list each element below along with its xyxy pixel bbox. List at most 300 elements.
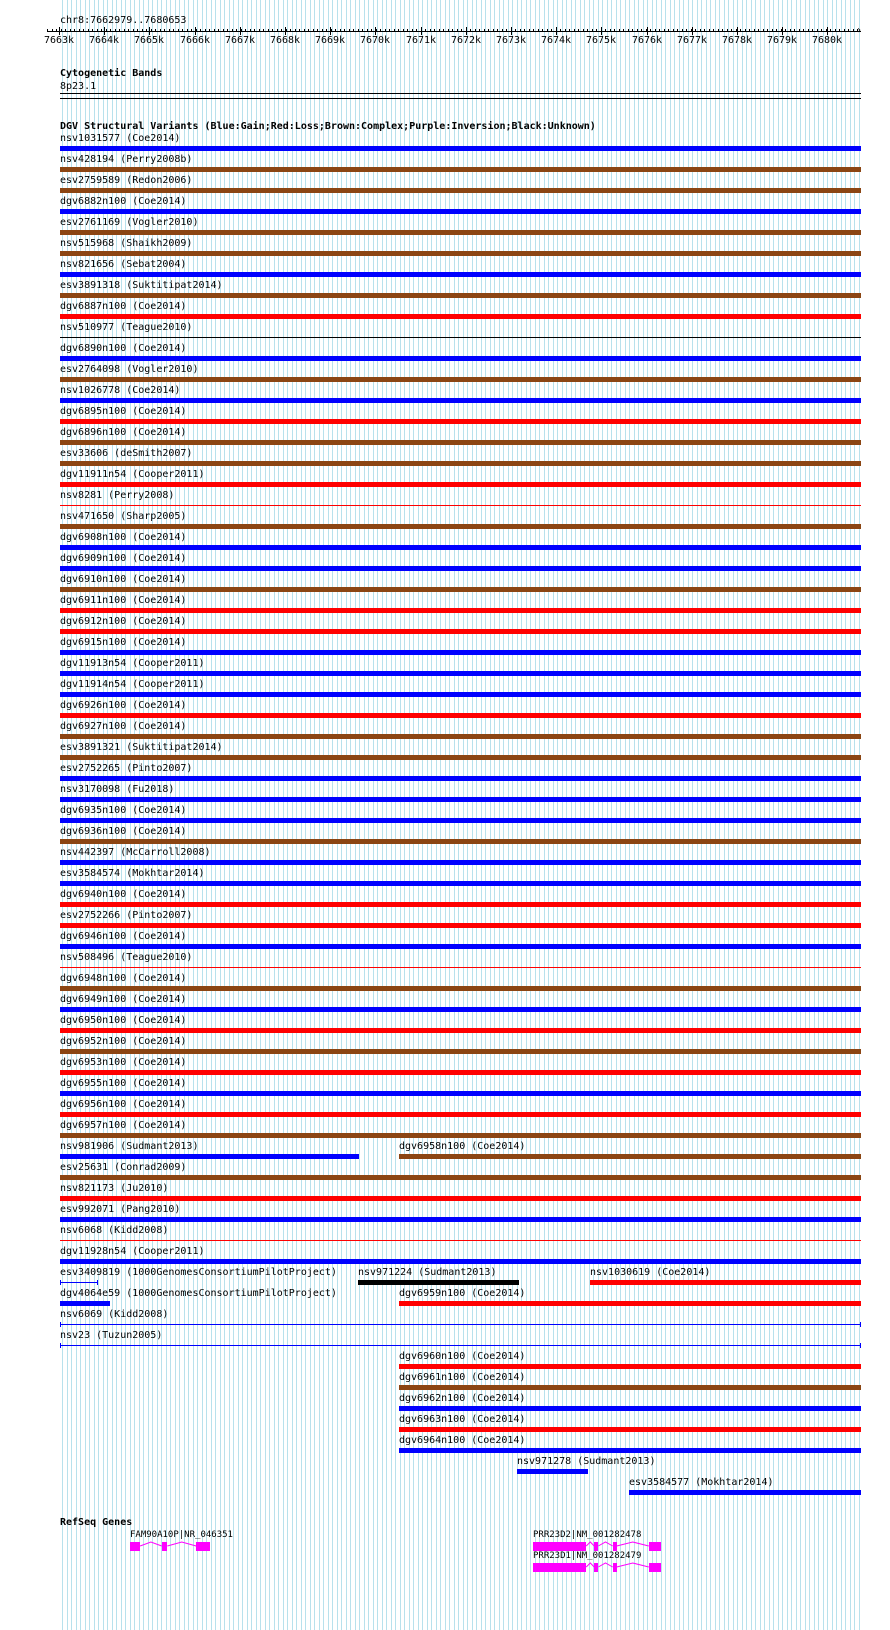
variant-label[interactable]: dgv11928n54 (Cooper2011) bbox=[60, 1246, 205, 1257]
variant-label[interactable]: dgv6915n100 (Coe2014) bbox=[60, 637, 187, 648]
variant-label[interactable]: nsv981906 (Sudmant2013) bbox=[60, 1141, 199, 1152]
ruler-minor-tick bbox=[758, 29, 759, 32]
variant-label[interactable]: esv33606 (deSmith2007) bbox=[60, 448, 193, 459]
ruler-minor-tick bbox=[416, 29, 417, 32]
variant-bar[interactable] bbox=[60, 356, 861, 361]
cytogenetic-band-label: 8p23.1 bbox=[60, 81, 97, 92]
ruler-minor-tick bbox=[412, 29, 413, 32]
variant-bar[interactable] bbox=[60, 398, 861, 403]
variant-label[interactable]: dgv6882n100 (Coe2014) bbox=[60, 196, 187, 207]
variant-label[interactable]: dgv6963n100 (Coe2014) bbox=[399, 1414, 526, 1425]
variant-bar[interactable] bbox=[60, 1091, 861, 1096]
variant-label[interactable]: nsv6068 (Kidd2008) bbox=[60, 1225, 169, 1236]
ruler-minor-tick bbox=[434, 29, 435, 32]
intron-line bbox=[598, 1542, 612, 1546]
ruler-minor-tick bbox=[695, 29, 696, 32]
gene-exon[interactable] bbox=[594, 1542, 598, 1551]
variant-label[interactable]: dgv6910n100 (Coe2014) bbox=[60, 574, 187, 585]
ruler-minor-tick bbox=[844, 29, 845, 32]
variant-label[interactable]: dgv6958n100 (Coe2014) bbox=[399, 1141, 526, 1152]
variant-label[interactable]: esv2752265 (Pinto2007) bbox=[60, 763, 193, 774]
variant-bar[interactable] bbox=[60, 629, 861, 634]
ruler-major-tick bbox=[104, 27, 105, 35]
variant-bar[interactable] bbox=[60, 1007, 861, 1012]
variant-label[interactable]: dgv6890n100 (Coe2014) bbox=[60, 343, 187, 354]
ruler-minor-tick bbox=[722, 29, 723, 32]
variant-label[interactable]: esv3409819 (1000GenomesConsortiumPilotProject) bbox=[60, 1267, 337, 1278]
variant-bar[interactable] bbox=[60, 545, 861, 550]
variant-bar[interactable] bbox=[60, 230, 861, 235]
ruler-minor-tick bbox=[353, 29, 354, 32]
gene-exon[interactable] bbox=[613, 1563, 617, 1572]
ruler-minor-tick bbox=[853, 29, 854, 32]
variant-bar[interactable] bbox=[60, 1070, 861, 1075]
variant-label[interactable]: dgv6927n100 (Coe2014) bbox=[60, 721, 187, 732]
variant-label[interactable]: dgv6955n100 (Coe2014) bbox=[60, 1078, 187, 1089]
ruler-minor-tick bbox=[232, 29, 233, 32]
variant-bar[interactable] bbox=[60, 797, 861, 802]
gene-exon[interactable] bbox=[594, 1563, 598, 1572]
ruler-minor-tick bbox=[358, 29, 359, 32]
variant-bar[interactable] bbox=[399, 1154, 861, 1159]
ruler-minor-tick bbox=[106, 29, 107, 32]
variant-bar[interactable] bbox=[60, 1112, 861, 1117]
ruler-minor-tick bbox=[592, 29, 593, 32]
ruler-minor-tick bbox=[362, 29, 363, 32]
ruler-minor-tick bbox=[439, 29, 440, 32]
variant-label[interactable]: dgv11911n54 (Cooper2011) bbox=[60, 469, 205, 480]
variant-bar[interactable] bbox=[60, 587, 861, 592]
ruler-major-tick bbox=[421, 27, 422, 35]
variant-bar[interactable] bbox=[60, 1240, 861, 1241]
ruler-minor-tick bbox=[205, 29, 206, 32]
ruler-minor-tick bbox=[335, 29, 336, 32]
variant-bar[interactable] bbox=[517, 1469, 588, 1474]
ruler-minor-tick bbox=[430, 29, 431, 32]
ruler-minor-tick bbox=[619, 29, 620, 32]
cytogenetic-bands-title: Cytogenetic Bands bbox=[60, 68, 163, 79]
ruler-minor-tick bbox=[164, 29, 165, 32]
ruler-minor-tick bbox=[142, 29, 143, 32]
ruler-minor-tick bbox=[61, 29, 62, 32]
variant-label[interactable]: dgv4064e59 (1000GenomesConsortiumPilotProject) bbox=[60, 1288, 337, 1299]
variant-label[interactable]: nsv1026778 (Coe2014) bbox=[60, 385, 181, 396]
variant-label[interactable]: nsv23 (Tuzun2005) bbox=[60, 1330, 163, 1341]
ruler-tick-label: 7663k bbox=[43, 35, 75, 46]
variant-end-tick bbox=[60, 1280, 61, 1285]
ruler-minor-tick bbox=[830, 29, 831, 32]
ruler-minor-tick bbox=[101, 29, 102, 32]
variant-bar[interactable] bbox=[60, 650, 861, 655]
ruler-major-tick bbox=[59, 27, 60, 35]
variant-bar[interactable] bbox=[60, 251, 861, 256]
ruler-minor-tick bbox=[767, 29, 768, 32]
gene-exon[interactable] bbox=[533, 1563, 586, 1572]
band-rule-upper bbox=[60, 93, 861, 94]
ruler-minor-tick bbox=[803, 29, 804, 32]
ruler-major-tick bbox=[511, 27, 512, 35]
ruler-minor-tick bbox=[650, 29, 651, 32]
ruler-minor-tick bbox=[538, 29, 539, 32]
ruler-minor-tick bbox=[614, 29, 615, 32]
variant-label[interactable]: dgv6896n100 (Coe2014) bbox=[60, 427, 187, 438]
ruler-minor-tick bbox=[56, 29, 57, 32]
variant-bar[interactable] bbox=[60, 482, 861, 487]
variant-bar[interactable] bbox=[60, 272, 861, 277]
variant-label[interactable]: nsv428194 (Perry2008b) bbox=[60, 154, 193, 165]
ruler-minor-tick bbox=[749, 29, 750, 32]
ruler-tick-label: 7670k bbox=[359, 35, 391, 46]
variant-label[interactable]: dgv6953n100 (Coe2014) bbox=[60, 1057, 187, 1068]
variant-label[interactable]: esv25631 (Conrad2009) bbox=[60, 1162, 187, 1173]
variant-bar[interactable] bbox=[60, 1324, 861, 1325]
intron-line bbox=[598, 1563, 612, 1567]
ruler-minor-tick bbox=[529, 29, 530, 32]
variant-bar[interactable] bbox=[60, 440, 861, 445]
variant-label[interactable]: nsv971278 (Sudmant2013) bbox=[517, 1456, 656, 1467]
ruler-major-tick bbox=[647, 27, 648, 35]
variant-bar[interactable] bbox=[60, 818, 861, 823]
variant-bar[interactable] bbox=[60, 146, 861, 151]
variant-bar[interactable] bbox=[60, 839, 861, 844]
intron-line bbox=[617, 1542, 649, 1546]
ruler-minor-tick bbox=[686, 29, 687, 32]
ruler-minor-tick bbox=[578, 29, 579, 32]
ruler-tick-label: 7664k bbox=[88, 35, 120, 46]
variant-bar[interactable] bbox=[60, 524, 861, 529]
variant-label[interactable]: dgv6957n100 (Coe2014) bbox=[60, 1120, 187, 1131]
ruler-minor-tick bbox=[461, 29, 462, 32]
ruler-minor-tick bbox=[169, 29, 170, 32]
variant-bar[interactable] bbox=[60, 1028, 861, 1033]
variant-bar[interactable] bbox=[60, 1196, 861, 1201]
ruler-minor-tick bbox=[367, 29, 368, 32]
ruler-minor-tick bbox=[542, 29, 543, 32]
ruler-minor-tick bbox=[70, 29, 71, 32]
ruler-minor-tick bbox=[407, 29, 408, 32]
variant-label[interactable]: nsv3170098 (Fu2018) bbox=[60, 784, 175, 795]
variant-label[interactable]: nsv8281 (Perry2008) bbox=[60, 490, 175, 501]
variant-label[interactable]: nsv6069 (Kidd2008) bbox=[60, 1309, 169, 1320]
ruler-minor-tick bbox=[286, 29, 287, 32]
intron-line bbox=[617, 1563, 649, 1567]
variant-bar[interactable] bbox=[399, 1448, 861, 1453]
variant-label[interactable]: esv3891318 (Suktitipat2014) bbox=[60, 280, 223, 291]
variant-bar[interactable] bbox=[60, 1175, 861, 1180]
ruler-minor-tick bbox=[488, 29, 489, 32]
ruler-minor-tick bbox=[119, 29, 120, 32]
ruler-minor-tick bbox=[151, 29, 152, 32]
ruler-minor-tick bbox=[236, 29, 237, 32]
ruler-minor-tick bbox=[682, 29, 683, 32]
gene-exon[interactable] bbox=[649, 1563, 661, 1572]
ruler-minor-tick bbox=[700, 29, 701, 32]
variant-label[interactable]: esv3891321 (Suktitipat2014) bbox=[60, 742, 223, 753]
variant-label[interactable]: nsv821656 (Sebat2004) bbox=[60, 259, 187, 270]
ruler-minor-tick bbox=[497, 29, 498, 32]
ruler-minor-tick bbox=[173, 29, 174, 32]
ruler-minor-tick bbox=[502, 29, 503, 32]
variant-label[interactable]: dgv11913n54 (Cooper2011) bbox=[60, 658, 205, 669]
variant-label[interactable]: nsv471650 (Sharp2005) bbox=[60, 511, 187, 522]
ruler-minor-tick bbox=[200, 29, 201, 32]
variant-bar[interactable] bbox=[399, 1301, 861, 1306]
variant-label[interactable]: esv992071 (Pang2010) bbox=[60, 1204, 181, 1215]
variant-bar[interactable] bbox=[60, 419, 861, 424]
variant-label[interactable]: esv2752266 (Pinto2007) bbox=[60, 910, 193, 921]
ruler-minor-tick bbox=[493, 29, 494, 32]
ruler-minor-tick bbox=[385, 29, 386, 32]
ruler-minor-tick bbox=[83, 29, 84, 32]
ruler-minor-tick bbox=[65, 29, 66, 32]
variant-label[interactable]: dgv6949n100 (Coe2014) bbox=[60, 994, 187, 1005]
ruler-minor-tick bbox=[295, 29, 296, 32]
variant-label[interactable]: dgv6961n100 (Coe2014) bbox=[399, 1372, 526, 1383]
ruler-tick-label: 7676k bbox=[631, 35, 663, 46]
ruler-minor-tick bbox=[448, 29, 449, 32]
variant-bar[interactable] bbox=[60, 1301, 110, 1306]
ruler-minor-tick bbox=[574, 29, 575, 32]
variant-label[interactable]: dgv6959n100 (Coe2014) bbox=[399, 1288, 526, 1299]
ruler-minor-tick bbox=[47, 29, 48, 32]
gene-label[interactable]: PRR23D2|NM_001282478 bbox=[533, 1530, 642, 1540]
variant-label[interactable]: dgv6952n100 (Coe2014) bbox=[60, 1036, 187, 1047]
ruler-minor-tick bbox=[187, 29, 188, 32]
ruler-tick-label: 7672k bbox=[450, 35, 482, 46]
variant-bar[interactable] bbox=[60, 293, 861, 298]
ruler-tick-label: 7678k bbox=[721, 35, 753, 46]
variant-bar[interactable] bbox=[358, 1280, 519, 1285]
ruler-minor-tick bbox=[587, 29, 588, 32]
ruler-minor-tick bbox=[848, 29, 849, 32]
ruler-minor-tick bbox=[475, 29, 476, 32]
ruler-tick-label: 7673k bbox=[495, 35, 527, 46]
gene-exon[interactable] bbox=[533, 1542, 586, 1551]
dgv-track-title: DGV Structural Variants (Blue:Gain;Red:Loss;Brown:Complex;Purple:Inversion;Black:Unknown) bbox=[60, 121, 596, 132]
ruler-minor-tick bbox=[452, 29, 453, 32]
variant-bar[interactable] bbox=[60, 1049, 861, 1054]
ruler-minor-tick bbox=[214, 29, 215, 32]
variant-label[interactable]: nsv515968 (Shaikh2009) bbox=[60, 238, 193, 249]
variant-bar[interactable] bbox=[60, 923, 861, 928]
variant-label[interactable]: esv3584577 (Mokhtar2014) bbox=[629, 1477, 774, 1488]
variant-end-tick bbox=[97, 1280, 98, 1285]
variant-bar[interactable] bbox=[399, 1364, 861, 1369]
variant-bar[interactable] bbox=[60, 1345, 861, 1346]
variant-bar[interactable] bbox=[60, 734, 861, 739]
ruler-minor-tick bbox=[209, 29, 210, 32]
ruler-minor-tick bbox=[115, 29, 116, 32]
variant-bar[interactable] bbox=[60, 755, 861, 760]
ruler-minor-tick bbox=[313, 29, 314, 32]
ruler-minor-tick bbox=[727, 29, 728, 32]
variant-bar[interactable] bbox=[60, 967, 861, 968]
variant-label[interactable]: dgv6962n100 (Coe2014) bbox=[399, 1393, 526, 1404]
ruler-minor-tick bbox=[376, 29, 377, 32]
ruler-minor-tick bbox=[425, 29, 426, 32]
variant-bar[interactable] bbox=[60, 167, 861, 172]
variant-label[interactable]: dgv6912n100 (Coe2014) bbox=[60, 616, 187, 627]
ruler-minor-tick bbox=[398, 29, 399, 32]
gene-label[interactable]: PRR23D1|NM_001282479 bbox=[533, 1551, 642, 1561]
variant-bar[interactable] bbox=[399, 1427, 861, 1432]
variant-bar[interactable] bbox=[60, 505, 861, 506]
ruler-minor-tick bbox=[124, 29, 125, 32]
variant-label[interactable]: dgv6946n100 (Coe2014) bbox=[60, 931, 187, 942]
variant-bar[interactable] bbox=[60, 692, 861, 697]
ruler-minor-tick bbox=[403, 29, 404, 32]
variant-bar[interactable] bbox=[590, 1280, 861, 1285]
variant-label[interactable]: nsv821173 (Ju2010) bbox=[60, 1183, 169, 1194]
ruler-minor-tick bbox=[223, 29, 224, 32]
ruler-minor-tick bbox=[457, 29, 458, 32]
gene-exon[interactable] bbox=[649, 1542, 661, 1551]
ruler-minor-tick bbox=[128, 29, 129, 32]
position-label: chr8:7662979..7680653 bbox=[60, 15, 187, 26]
ruler-minor-tick bbox=[569, 29, 570, 32]
variant-label[interactable]: dgv11914n54 (Cooper2011) bbox=[60, 679, 205, 690]
variant-label[interactable]: dgv6956n100 (Coe2014) bbox=[60, 1099, 187, 1110]
ruler-minor-tick bbox=[515, 29, 516, 32]
ruler-minor-tick bbox=[322, 29, 323, 32]
ruler-minor-tick bbox=[772, 29, 773, 32]
variant-bar[interactable] bbox=[60, 337, 861, 338]
ruler-minor-tick bbox=[281, 29, 282, 32]
variant-end-tick bbox=[860, 1322, 861, 1327]
variant-label[interactable]: dgv6964n100 (Coe2014) bbox=[399, 1435, 526, 1446]
variant-bar[interactable] bbox=[629, 1490, 861, 1495]
ruler-minor-tick bbox=[637, 29, 638, 32]
variant-bar[interactable] bbox=[60, 377, 861, 382]
ruler-minor-tick bbox=[389, 29, 390, 32]
variant-label[interactable]: nsv442397 (McCarroll2008) bbox=[60, 847, 211, 858]
variant-end-tick bbox=[60, 1343, 61, 1348]
variant-bar[interactable] bbox=[60, 188, 861, 193]
ruler-minor-tick bbox=[628, 29, 629, 32]
ruler-minor-tick bbox=[754, 29, 755, 32]
variant-bar[interactable] bbox=[60, 566, 861, 571]
variant-label[interactable]: dgv6908n100 (Coe2014) bbox=[60, 532, 187, 543]
ruler-tick-label: 7666k bbox=[179, 35, 211, 46]
ruler-minor-tick bbox=[839, 29, 840, 32]
ruler-minor-tick bbox=[763, 29, 764, 32]
ruler-minor-tick bbox=[794, 29, 795, 32]
variant-bar[interactable] bbox=[60, 1282, 98, 1283]
ruler-minor-tick bbox=[610, 29, 611, 32]
variant-label[interactable]: dgv6926n100 (Coe2014) bbox=[60, 700, 187, 711]
variant-bar[interactable] bbox=[60, 1133, 861, 1138]
ruler-minor-tick bbox=[547, 29, 548, 32]
ruler-tick-label: 7668k bbox=[269, 35, 301, 46]
variant-bar[interactable] bbox=[60, 461, 861, 466]
variant-label[interactable]: nsv510977 (Teague2010) bbox=[60, 322, 193, 333]
variant-label[interactable]: dgv6948n100 (Coe2014) bbox=[60, 973, 187, 984]
ruler-minor-tick bbox=[484, 29, 485, 32]
variant-label[interactable]: nsv971224 (Sudmant2013) bbox=[358, 1267, 497, 1278]
variant-bar[interactable] bbox=[60, 608, 861, 613]
variant-label[interactable]: nsv1030619 (Coe2014) bbox=[590, 1267, 711, 1278]
ruler-minor-tick bbox=[664, 29, 665, 32]
ruler-tick-label: 7667k bbox=[224, 35, 256, 46]
variant-bar[interactable] bbox=[60, 1217, 861, 1222]
gene-exon[interactable] bbox=[613, 1542, 617, 1551]
variant-label[interactable]: esv2759589 (Redon2006) bbox=[60, 175, 193, 186]
ruler-minor-tick bbox=[380, 29, 381, 32]
ruler-minor-tick bbox=[817, 29, 818, 32]
variant-bar[interactable] bbox=[60, 671, 861, 676]
ruler-minor-tick bbox=[178, 29, 179, 32]
variant-bar[interactable] bbox=[60, 881, 861, 886]
ruler-minor-tick bbox=[196, 29, 197, 32]
variant-bar[interactable] bbox=[60, 1154, 359, 1159]
variant-label[interactable]: nsv508496 (Teague2010) bbox=[60, 952, 193, 963]
variant-bar[interactable] bbox=[60, 944, 861, 949]
ruler-minor-tick bbox=[79, 29, 80, 32]
gene-label[interactable]: FAM90A10P|NR_046351 bbox=[130, 1530, 233, 1540]
variant-label[interactable]: esv3584574 (Mokhtar2014) bbox=[60, 868, 205, 879]
ruler-major-tick bbox=[285, 27, 286, 35]
variant-label[interactable]: dgv6887n100 (Coe2014) bbox=[60, 301, 187, 312]
variant-bar[interactable] bbox=[60, 902, 861, 907]
ruler-minor-tick bbox=[835, 29, 836, 32]
variant-bar[interactable] bbox=[60, 314, 861, 319]
variant-label[interactable]: dgv6911n100 (Coe2014) bbox=[60, 595, 187, 606]
ruler-minor-tick bbox=[218, 29, 219, 32]
ruler-minor-tick bbox=[92, 29, 93, 32]
ruler-minor-tick bbox=[668, 29, 669, 32]
ruler-minor-tick bbox=[110, 29, 111, 32]
variant-label[interactable]: dgv6936n100 (Coe2014) bbox=[60, 826, 187, 837]
variant-bar[interactable] bbox=[60, 1259, 861, 1264]
variant-label[interactable]: dgv6950n100 (Coe2014) bbox=[60, 1015, 187, 1026]
variant-bar[interactable] bbox=[60, 776, 861, 781]
ruler-minor-tick bbox=[641, 29, 642, 32]
ruler-minor-tick bbox=[605, 29, 606, 32]
ruler-major-tick bbox=[782, 27, 783, 35]
variant-bar[interactable] bbox=[60, 209, 861, 214]
ruler-minor-tick bbox=[776, 29, 777, 32]
variant-label[interactable]: dgv6895n100 (Coe2014) bbox=[60, 406, 187, 417]
ruler-minor-tick bbox=[551, 29, 552, 32]
variant-label[interactable]: esv2761169 (Vogler2010) bbox=[60, 217, 199, 228]
variant-label[interactable]: esv2764098 (Vogler2010) bbox=[60, 364, 199, 375]
variant-bar[interactable] bbox=[60, 860, 861, 865]
variant-label[interactable]: dgv6960n100 (Coe2014) bbox=[399, 1351, 526, 1362]
ruler-minor-tick bbox=[344, 29, 345, 32]
ruler-major-tick bbox=[466, 27, 467, 35]
variant-bar[interactable] bbox=[399, 1385, 861, 1390]
ruler-minor-tick bbox=[245, 29, 246, 32]
ruler-minor-tick bbox=[583, 29, 584, 32]
ruler-tick-label: 7675k bbox=[585, 35, 617, 46]
variant-label[interactable]: dgv6909n100 (Coe2014) bbox=[60, 553, 187, 564]
variant-label[interactable]: dgv6935n100 (Coe2014) bbox=[60, 805, 187, 816]
variant-label[interactable]: dgv6940n100 (Coe2014) bbox=[60, 889, 187, 900]
ruler-tick-label: 7665k bbox=[133, 35, 165, 46]
ruler-tick-label: 7671k bbox=[405, 35, 437, 46]
variant-bar[interactable] bbox=[399, 1406, 861, 1411]
ruler-minor-tick bbox=[731, 29, 732, 32]
ruler-minor-tick bbox=[259, 29, 260, 32]
ruler-tick-label: 7680k bbox=[811, 35, 843, 46]
variant-bar[interactable] bbox=[60, 986, 861, 991]
variant-label[interactable]: nsv1031577 (Coe2014) bbox=[60, 133, 181, 144]
ruler-minor-tick bbox=[97, 29, 98, 32]
ruler-minor-tick bbox=[182, 29, 183, 32]
ruler-minor-tick bbox=[146, 29, 147, 32]
variant-bar[interactable] bbox=[60, 713, 861, 718]
ruler-minor-tick bbox=[740, 29, 741, 32]
